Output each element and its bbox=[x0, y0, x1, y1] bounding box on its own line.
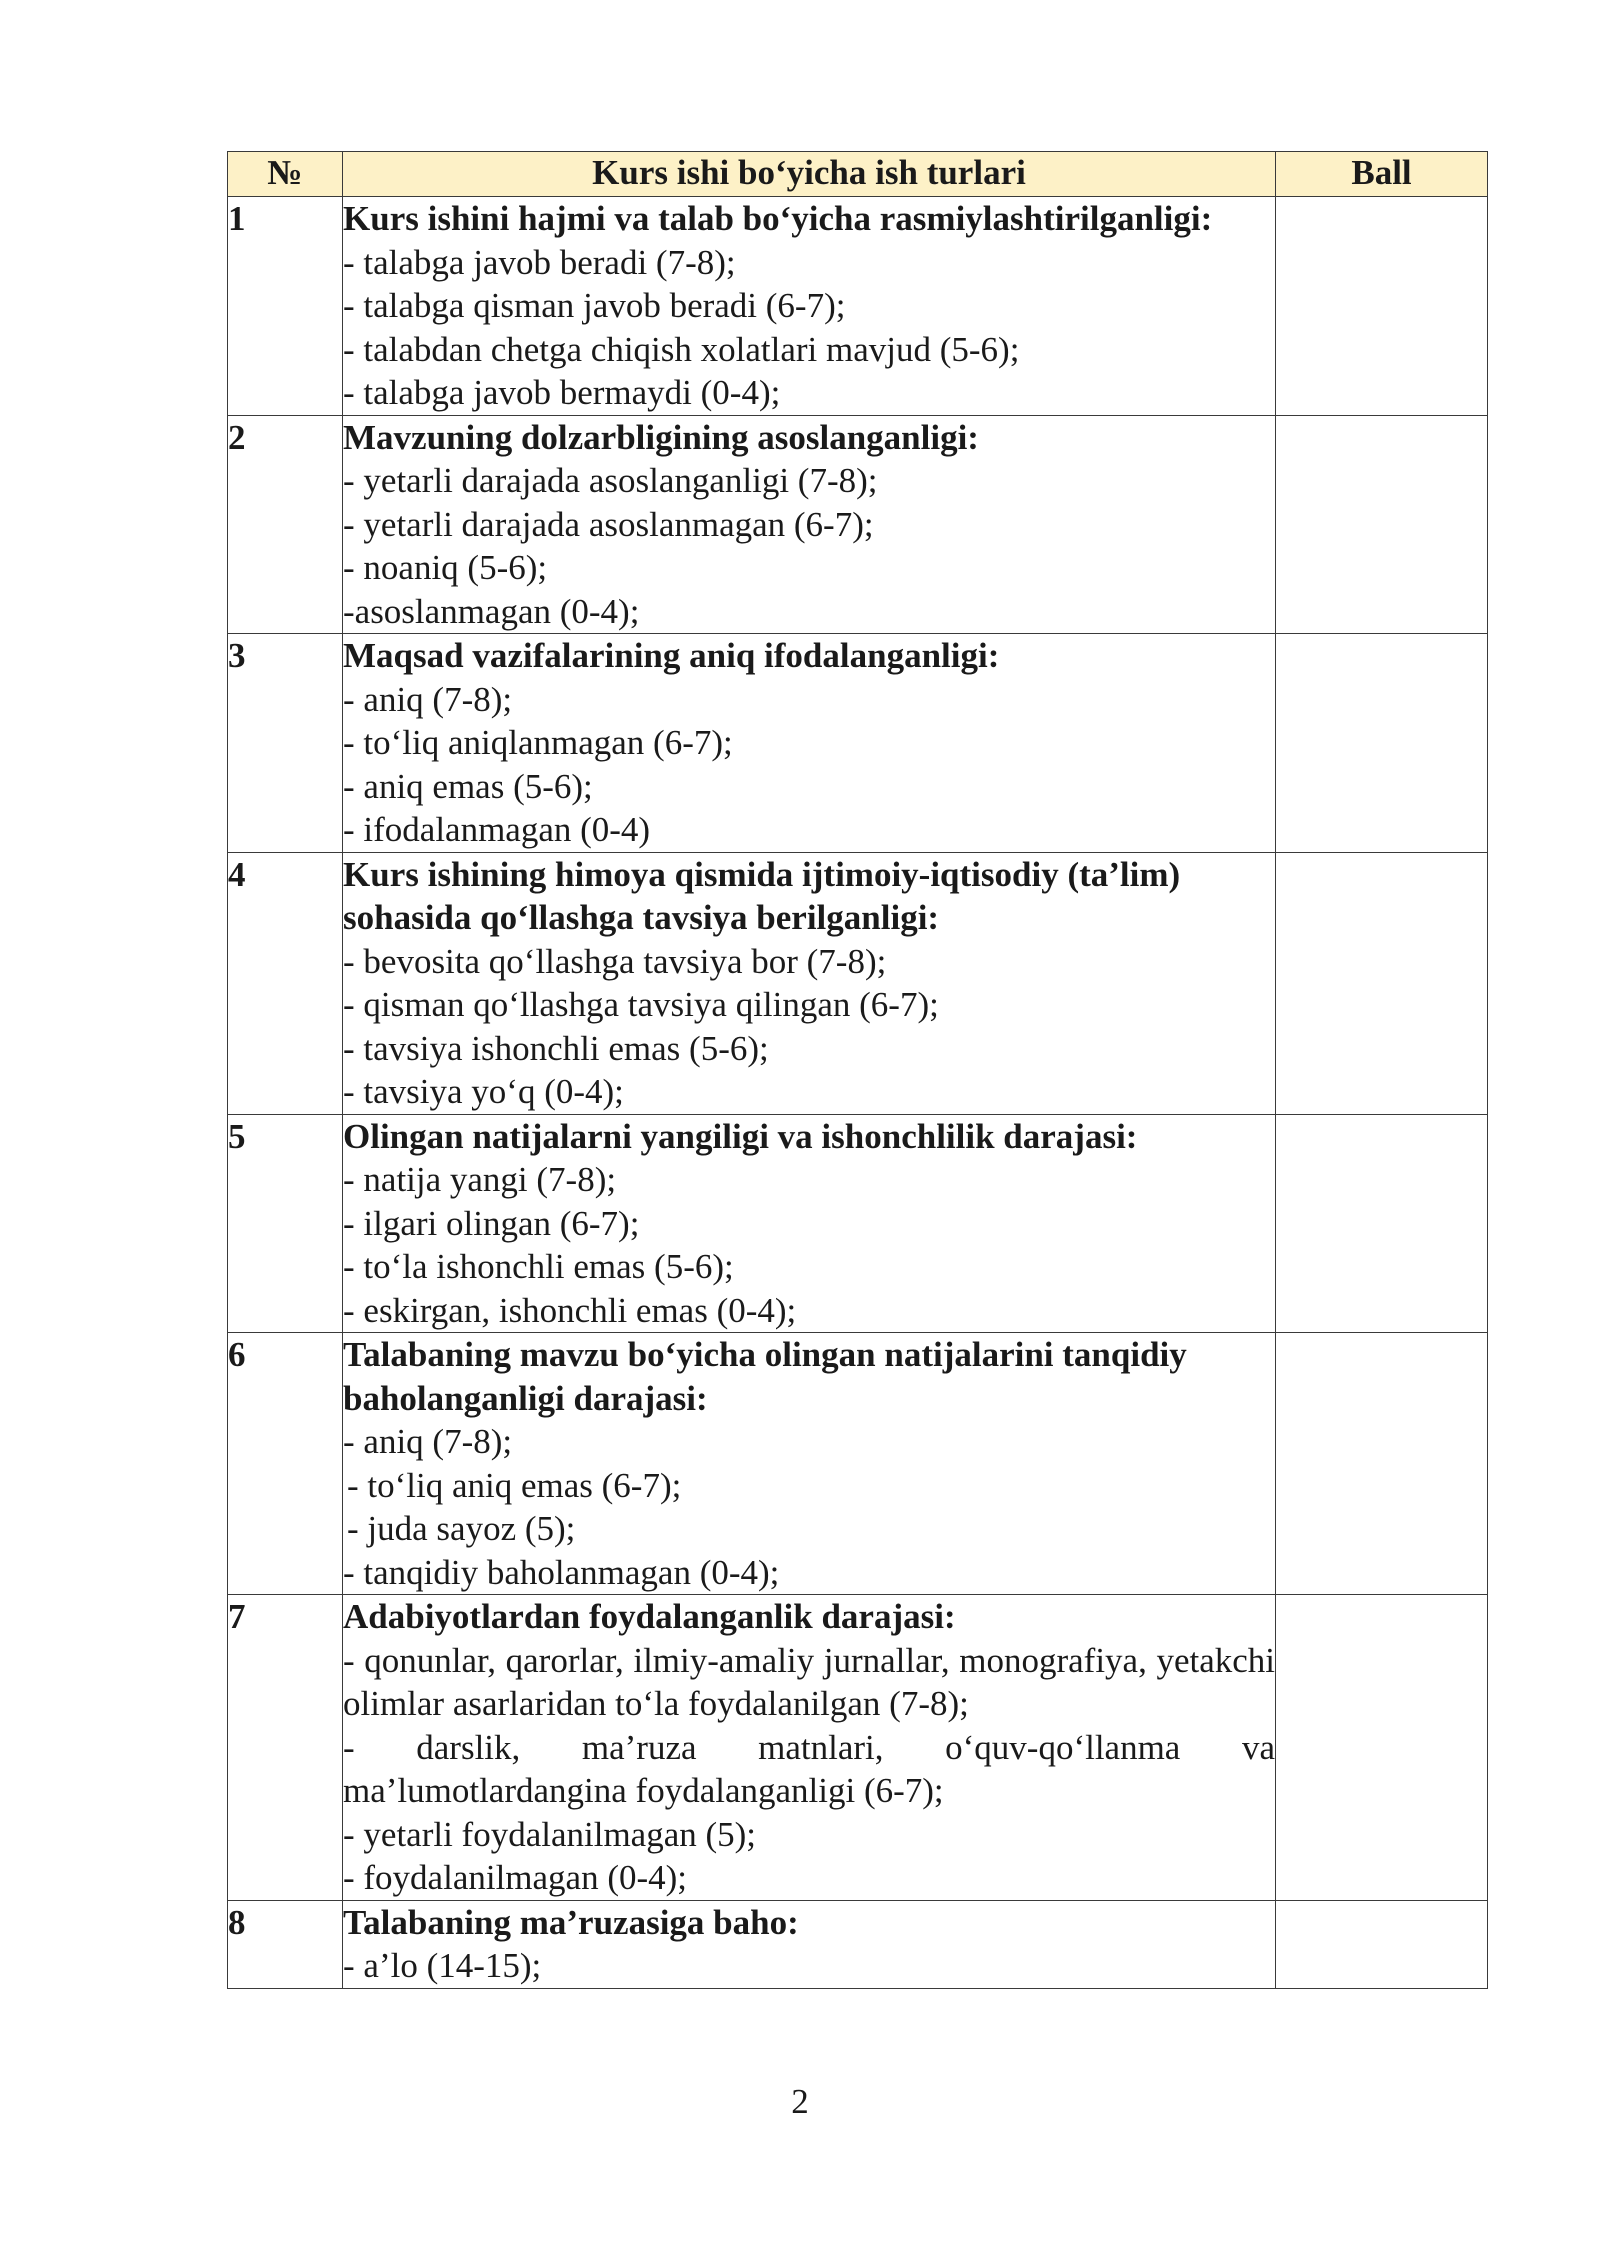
row-content bbox=[343, 197, 1276, 416]
ball-cell bbox=[1276, 415, 1488, 634]
criterion-option: - yetarli darajada asoslanganligi (7-8); bbox=[343, 461, 878, 500]
criterion-option: - natija yangi (7-8); bbox=[343, 1160, 617, 1199]
table-row bbox=[228, 1900, 1488, 1988]
criterion-option: - yetarli foydalanilmagan (5); bbox=[343, 1814, 757, 1854]
criterion-option: - talabga javob beradi (7-8); bbox=[343, 242, 736, 282]
row-number: 7 bbox=[228, 1595, 343, 1901]
criterion-title: Talabaning mavzu bo‘yicha olingan natijalarini tanqidiy baholanganligi darajasi: bbox=[343, 1335, 1187, 1418]
criterion-option: - tavsiya yo‘q (0-4); bbox=[343, 1072, 624, 1111]
row-number: 3 bbox=[228, 634, 343, 853]
criterion-option: - to‘la ishonchli emas (5-6); bbox=[343, 1247, 734, 1286]
row-number: 1 bbox=[228, 197, 343, 416]
criterion-option: - to‘liq aniqlanmagan (6-7); bbox=[343, 723, 733, 762]
criterion-title: Kurs ishining himoya qismida ijtimoiy-iqtisodiy (ta’lim) sohasida qo‘llashga tavsiya berilganligi: bbox=[343, 854, 1181, 937]
criterion-option: - bevosita qo‘llashga tavsiya bor (7-8); bbox=[343, 941, 887, 981]
criterion-option: - tanqidiy baholanmagan (0-4); bbox=[343, 1552, 780, 1592]
page-number: 2 bbox=[791, 2082, 809, 2121]
criterion-title: Mavzuning dolzarbligining asoslanganligi: bbox=[343, 417, 979, 457]
header-work-types: Kurs ishi bo‘yicha ish turlari bbox=[343, 152, 1276, 197]
ball-cell bbox=[1276, 634, 1488, 853]
criterion-option: - talabga javob bermaydi (0-4); bbox=[343, 373, 781, 412]
criterion-option: - aniq (7-8); bbox=[343, 1422, 513, 1461]
criterion-option: - ilgari olingan (6-7); bbox=[343, 1203, 640, 1243]
ball-cell bbox=[1276, 852, 1488, 1114]
criterion-option: - a’lo (14-15); bbox=[343, 1946, 542, 1985]
ball-cell bbox=[1276, 1595, 1488, 1901]
row-number: 6 bbox=[228, 1333, 343, 1595]
criterion-option: - darslik, ma’ruza matnlari, o‘quv-qo‘llanma va ma’lumotlardangina foydalanganligi (6-7); bbox=[343, 1727, 1275, 1810]
row-content bbox=[343, 1114, 1276, 1333]
table-row bbox=[228, 1595, 1488, 1901]
table-row bbox=[228, 1114, 1488, 1333]
criterion-option: - eskirgan, ishonchli emas (0-4); bbox=[343, 1290, 797, 1330]
ball-cell bbox=[1276, 1114, 1488, 1333]
criterion-option: - tavsiya ishonchli emas (5-6); bbox=[343, 1028, 769, 1068]
criterion-option: - noaniq (5-6); bbox=[343, 548, 548, 587]
criterion-title: Talabaning ma’ruzasiga baho: bbox=[343, 1902, 799, 1942]
criterion-title: Maqsad vazifalarining aniq ifodalanganligi: bbox=[343, 636, 1000, 675]
criterion-option: - talabdan chetga chiqish xolatlari mavjud (5-6); bbox=[343, 329, 1020, 369]
criterion-title: Olingan natijalarni yangiligi va ishonchlilik darajasi: bbox=[343, 1116, 1138, 1156]
row-content bbox=[343, 634, 1276, 853]
criterion-title: Kurs ishini hajmi va talab bo‘yicha rasmiylashtirilganligi: bbox=[343, 199, 1213, 238]
criterion-option: - talabga qisman javob beradi (6-7); bbox=[343, 286, 846, 325]
criterion-option: - foydalanilmagan (0-4); bbox=[343, 1858, 688, 1897]
criterion-option: - aniq emas (5-6); bbox=[343, 766, 593, 806]
row-number: 5 bbox=[228, 1114, 343, 1333]
criterion-option: - aniq (7-8); bbox=[343, 679, 513, 719]
row-content bbox=[343, 852, 1276, 1114]
table-row bbox=[228, 634, 1488, 853]
criterion-option: - qonunlar, qarorlar, ilmiy-amaliy jurnallar, monografiya, yetakchi olimlar asarlaridan to‘la foydalanilgan (7-8); bbox=[343, 1640, 1275, 1723]
criterion-option: - ifodalanmagan (0-4) bbox=[343, 810, 651, 849]
criterion-title: Adabiyotlardan foydalanganlik darajasi: bbox=[343, 1597, 956, 1636]
criterion-option: - juda sayoz (5); bbox=[347, 1509, 576, 1548]
header-ball: Ball bbox=[1276, 152, 1488, 197]
table-header-row bbox=[228, 152, 1488, 197]
table-row bbox=[228, 852, 1488, 1114]
criterion-option: - to‘liq aniq emas (6-7); bbox=[347, 1465, 682, 1505]
table-row bbox=[228, 197, 1488, 416]
ball-cell bbox=[1276, 197, 1488, 416]
row-content bbox=[343, 1595, 1276, 1901]
table-row bbox=[228, 1333, 1488, 1595]
header-number: № bbox=[228, 152, 343, 197]
row-content bbox=[343, 1333, 1276, 1595]
criterion-option: - qisman qo‘llashga tavsiya qilingan (6-7); bbox=[343, 985, 939, 1024]
ball-cell bbox=[1276, 1333, 1488, 1595]
row-number: 2 bbox=[228, 415, 343, 634]
row-number: 8 bbox=[228, 1900, 343, 1988]
ball-cell bbox=[1276, 1900, 1488, 1988]
criterion-option: -asoslanmagan (0-4); bbox=[343, 591, 640, 631]
row-number: 4 bbox=[228, 852, 343, 1114]
row-content bbox=[343, 1900, 1276, 1988]
table-row bbox=[228, 415, 1488, 634]
criterion-option: - yetarli darajada asoslanmagan (6-7); bbox=[343, 504, 874, 544]
row-content bbox=[343, 415, 1276, 634]
grading-criteria-table bbox=[227, 151, 1488, 1989]
